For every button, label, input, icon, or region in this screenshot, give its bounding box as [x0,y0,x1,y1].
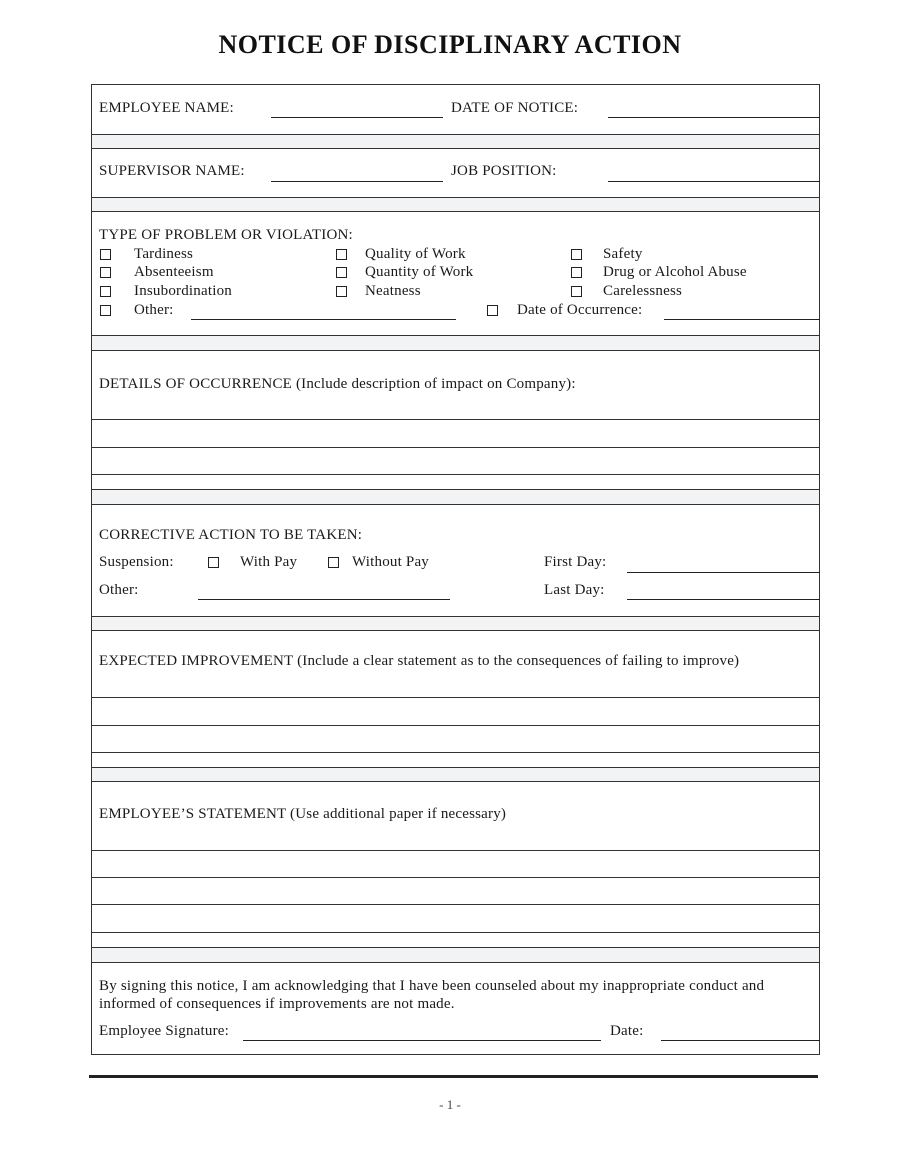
without-pay-checkbox[interactable] [328,557,339,568]
divider [92,932,819,933]
divider [92,148,819,149]
divider [92,752,819,753]
page-number: - 1 - [439,1097,461,1112]
drug-alcohol-abuse-label: Drug or Alcohol Abuse [603,264,747,280]
spacer-band [92,489,819,504]
date-of-occurrence-field[interactable] [664,319,820,320]
signature-date-field[interactable] [661,1040,820,1041]
divider [92,616,819,617]
divider [92,781,819,782]
insubordination-label: Insubordination [134,283,232,299]
carelessness-label: Carelessness [603,283,683,299]
statement-heading: EMPLOYEE’S STATEMENT (Use additional paper if necessary) [99,806,507,822]
date-of-occurrence-checkbox[interactable] [487,305,498,316]
divider [92,947,819,948]
divider [92,767,819,768]
with-pay-label: With Pay [240,554,298,570]
divider [92,350,819,351]
employee-name-field[interactable] [271,117,443,118]
corrective-other-field[interactable] [198,599,450,600]
quantity-of-work-checkbox[interactable] [336,267,347,278]
spacer-band [92,947,819,962]
improvement-heading: EXPECTED IMPROVEMENT (Include a clear statement as to the consequences of failing to improve) [99,653,740,669]
spacer-band [92,616,819,630]
date-of-notice-label: DATE OF NOTICE: [451,100,579,116]
last-day-field[interactable] [627,599,820,600]
divider [92,489,819,490]
divider [92,211,819,212]
absenteeism-label: Absenteeism [134,264,214,280]
insubordination-checkbox[interactable] [100,286,111,297]
employee-signature-field[interactable] [243,1040,601,1041]
last-day-label: Last Day: [544,582,605,598]
first-day-field[interactable] [627,572,820,573]
divider [92,474,819,475]
divider [92,850,819,851]
quality-of-work-label: Quality of Work [365,246,466,262]
date-of-occurrence-label: Date of Occurrence: [517,302,643,318]
tardiness-checkbox[interactable] [100,249,111,260]
acknowledgement-line-1: By signing this notice, I am acknowledging that I have been counseled about my inappropriate conduct and [99,978,765,994]
spacer-band [92,134,819,148]
signature-date-label: Date: [610,1023,644,1039]
supervisor-name-field[interactable] [271,181,443,182]
absenteeism-checkbox[interactable] [100,267,111,278]
quality-of-work-checkbox[interactable] [336,249,347,260]
acknowledgement-line-2: informed of consequences if improvements are not made. [99,996,455,1012]
divider [92,877,819,878]
details-heading: DETAILS OF OCCURRENCE (Include description of impact on Company): [99,376,576,392]
divider [92,725,819,726]
job-position-label: JOB POSITION: [451,163,557,179]
without-pay-label: Without Pay [352,554,430,570]
footer-rule [89,1075,818,1078]
safety-checkbox[interactable] [571,249,582,260]
carelessness-checkbox[interactable] [571,286,582,297]
divider [92,335,819,336]
drug-alcohol-abuse-checkbox[interactable] [571,267,582,278]
safety-label: Safety [603,246,643,262]
corrective-heading: CORRECTIVE ACTION TO BE TAKEN: [99,527,363,543]
spacer-band [92,767,819,781]
with-pay-checkbox[interactable] [208,557,219,568]
divider [92,904,819,905]
divider [92,962,819,963]
date-of-notice-field[interactable] [608,117,820,118]
other-violation-field[interactable] [191,319,456,320]
neatness-checkbox[interactable] [336,286,347,297]
divider [92,447,819,448]
corrective-other-label: Other: [99,582,139,598]
divider [92,630,819,631]
suspension-label: Suspension: [99,554,174,570]
employee-name-label: EMPLOYEE NAME: [99,100,234,116]
first-day-label: First Day: [544,554,607,570]
neatness-label: Neatness [365,283,421,299]
other-violation-checkbox[interactable] [100,305,111,316]
divider [92,134,819,135]
form-title: NOTICE OF DISCIPLINARY ACTION [218,30,682,59]
divider [92,419,819,420]
quantity-of-work-label: Quantity of Work [365,264,474,280]
job-position-field[interactable] [608,181,820,182]
tardiness-label: Tardiness [134,246,194,262]
divider [92,197,819,198]
divider [92,504,819,505]
violation-heading: TYPE OF PROBLEM OR VIOLATION: [99,227,353,243]
divider [92,697,819,698]
employee-signature-label: Employee Signature: [99,1023,230,1039]
other-violation-label: Other: [134,302,174,318]
supervisor-name-label: SUPERVISOR NAME: [99,163,245,179]
spacer-band [92,197,819,211]
spacer-band [92,335,819,350]
